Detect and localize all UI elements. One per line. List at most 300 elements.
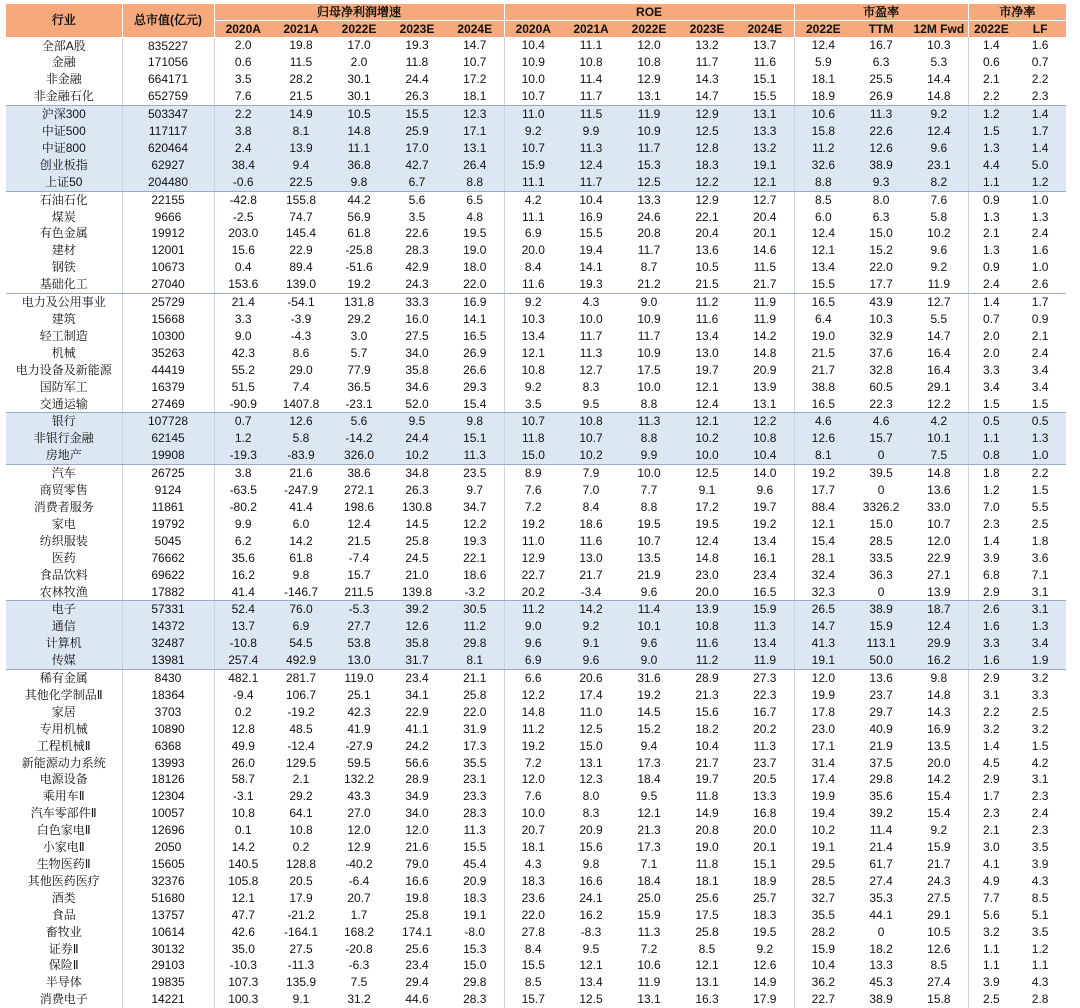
profit-2021a-cell: 11.5 <box>289 55 313 70</box>
profit-2024e-cell: 29.8 <box>446 635 504 652</box>
roe-2020a-cell: 18.1 <box>504 839 562 856</box>
pb-2022e-cell: 1.7 <box>968 788 1014 805</box>
roe-2020a-cell: 11.0 <box>504 533 562 550</box>
pb-lf-cell: 1.7 <box>1031 295 1049 310</box>
profit-2021a-cell: 8.6 <box>292 345 310 360</box>
pb-2022e-cell: 3.4 <box>968 379 1014 396</box>
profit-2021a-cell: 14.2 <box>289 533 313 548</box>
pb-2022e-cell: 2.5 <box>968 991 1014 1008</box>
market-cap-header: 总市值(亿元) <box>122 4 214 37</box>
table-row <box>6 430 1066 447</box>
profit-2022e-cell: 132.2 <box>343 772 375 787</box>
pe-2022e-cell: 32.6 <box>794 157 852 174</box>
roe-2021a-cell: 11.0 <box>579 704 603 719</box>
table-row <box>6 941 1066 958</box>
profit-2021a-cell: 29.2 <box>289 789 313 804</box>
profit-2024e-cell: 19.0 <box>463 243 487 258</box>
pe-ttm-cell: 60.5 <box>869 379 893 394</box>
table-row <box>6 721 1066 738</box>
profit-2020a-cell: -10.3 <box>214 957 272 974</box>
profit-2020a-cell: 2.2 <box>214 106 272 123</box>
roe-2021a-cell: 11.3 <box>562 140 620 157</box>
industry-name-cell: 电子 <box>6 601 122 618</box>
roe-2021a-cell: 19.3 <box>562 276 620 293</box>
profit-2022e-cell: -23.1 <box>330 396 388 413</box>
profit-2020a-cell: 9.0 <box>214 328 272 345</box>
industry-name-cell: 机械 <box>51 345 76 360</box>
pe-2022e-cell: 18.9 <box>794 88 852 105</box>
table-row <box>6 839 1066 856</box>
roe-2022e-cell: 10.9 <box>637 312 661 326</box>
profit-2020a-cell: 35.6 <box>214 550 272 567</box>
table-row <box>6 635 1066 652</box>
pe-ttm-cell: 15.7 <box>852 430 910 447</box>
industry-name-cell: 建筑 <box>51 312 76 326</box>
profit-2022e-cell: 43.3 <box>347 789 371 804</box>
profit-2021a-cell: 9.8 <box>292 567 310 582</box>
profit-2021a-cell: -11.3 <box>287 958 315 973</box>
profit-2023e-cell: 24.2 <box>405 738 429 753</box>
profit-2024e-cell: 28.3 <box>463 806 487 821</box>
pb-lf-cell: 5.5 <box>1031 499 1049 514</box>
roe-2021a-cell: 16.9 <box>579 209 603 224</box>
pe-ttm-cell: 25.5 <box>869 72 893 87</box>
roe-2023e-cell: 13.6 <box>695 243 719 258</box>
industry-name-cell: 全部A股 <box>41 38 86 53</box>
pe-ttm-cell: 61.7 <box>869 857 893 871</box>
market-cap-cell: 107728 <box>122 413 214 430</box>
roe-2022e-cell: 11.3 <box>620 413 678 430</box>
roe-2021a-cell: 13.4 <box>579 975 603 990</box>
roe-2021a-cell: 11.7 <box>562 174 620 191</box>
roe-2022e-cell: 8.8 <box>620 430 678 447</box>
pb-lf-cell: 4.2 <box>1031 755 1049 770</box>
industry-name-cell: 酒类 <box>51 890 76 905</box>
pe-2022e-cell: 29.5 <box>794 856 852 873</box>
pe-2022e-cell: 17.4 <box>794 771 852 788</box>
market-cap-cell: 19908 <box>122 447 214 464</box>
profit-2023e-cell: 34.6 <box>405 379 429 394</box>
pe-ttm-cell: 43.9 <box>869 295 893 310</box>
table-row <box>6 516 1066 533</box>
roe-2024e-cell: 13.9 <box>753 379 777 394</box>
roe-2022e-cell: 11.9 <box>637 975 661 990</box>
roe-2023e-cell: 13.9 <box>678 601 736 618</box>
market-cap-cell: 14221 <box>122 991 214 1008</box>
industry-name-cell: 电源设备 <box>39 772 88 787</box>
table-row <box>6 567 1066 584</box>
profit-2024e-cell: 17.1 <box>446 123 504 140</box>
roe-2023e-cell: 19.0 <box>695 840 719 855</box>
pb-lf-cell: 3.9 <box>1031 857 1049 871</box>
roe-2021a-cell: 9.8 <box>582 857 600 871</box>
roe-2024e-cell: 20.5 <box>753 772 777 787</box>
profit-2023e-cell: 31.7 <box>388 652 446 669</box>
roe-2023e-cell: 16.3 <box>695 992 719 1007</box>
market-cap-cell: 9124 <box>122 482 214 499</box>
roe-2023e-cell: 12.9 <box>695 192 719 207</box>
industry-name-cell: 有色金属 <box>39 226 88 241</box>
pe-ttm-cell: 12.6 <box>852 140 910 157</box>
roe-2021a-cell: 20.6 <box>579 671 603 686</box>
roe-2023e-cell: 19.7 <box>695 772 719 787</box>
profit-2021a-cell: 41.4 <box>289 499 313 514</box>
profit-2023e-cell: 12.6 <box>388 618 446 635</box>
profit-2020a-cell: 41.4 <box>214 584 272 601</box>
profit-2021a-cell: 145.4 <box>285 226 317 241</box>
roe-2021a-cell: 21.7 <box>579 567 603 582</box>
roe-2021a-cell: 10.2 <box>562 447 620 464</box>
roe-2024e-cell: 12.7 <box>753 192 777 207</box>
table-row <box>6 379 1066 396</box>
roe-2024e-cell: 14.6 <box>753 243 777 258</box>
profit-2020a-cell: 9.9 <box>214 516 272 533</box>
roe-2024e-cell: 11.3 <box>753 738 777 753</box>
roe-2021a-cell: 14.1 <box>579 260 603 275</box>
industry-header: 行业 <box>6 4 122 37</box>
table-row <box>6 788 1066 805</box>
roe-2020a-cell: 15.0 <box>504 447 562 464</box>
pe-2022e-cell: 19.1 <box>794 652 852 669</box>
table-row <box>6 191 1066 208</box>
pe-ttm-cell: 0 <box>852 447 910 464</box>
roe-2023e-cell: 14.3 <box>695 72 719 87</box>
roe-2022e-cell: 21.3 <box>637 823 661 838</box>
roe-2021a-cell: 8.3 <box>582 379 600 394</box>
pb-2022e-cell: 5.6 <box>968 907 1014 924</box>
profit-2021a-cell: 1407.8 <box>272 396 330 413</box>
pb-lf-cell: 3.1 <box>1031 772 1049 787</box>
pe-2022e-cell: 12.1 <box>794 516 852 533</box>
profit-2021a-cell: 74.7 <box>289 209 313 224</box>
roe-2022e-cell: 20.8 <box>637 226 661 241</box>
roe-2023e-cell: 21.3 <box>695 687 719 702</box>
table-row <box>6 771 1066 788</box>
profit-2020a-cell: -3.1 <box>214 788 272 805</box>
roe-2021a-cell: 16.2 <box>579 907 603 922</box>
table-row <box>6 140 1066 157</box>
pe-12m-fwd-cell: 21.7 <box>927 857 951 871</box>
pb-lf-cell: 3.4 <box>1031 379 1049 394</box>
pb-2022e-cell: 1.3 <box>968 209 1014 226</box>
profit-2021a-cell: 5.8 <box>272 430 330 447</box>
profit-2022e-cell: 13.0 <box>330 652 388 669</box>
roe-2020a-cell: 20.7 <box>504 822 562 839</box>
pe-2022e-cell: 12.4 <box>794 37 852 54</box>
pe-ttm-cell: 38.9 <box>852 157 910 174</box>
profit-2024e-cell: 21.1 <box>463 671 487 686</box>
pe-ttm-cell: 23.7 <box>869 687 893 702</box>
pe-12m-fwd-cell: 5.8 <box>930 209 948 224</box>
market-cap-cell: 652759 <box>122 88 214 105</box>
pb-2022e-cell: 7.0 <box>968 499 1014 516</box>
market-cap-cell: 10614 <box>122 924 214 941</box>
pe-12m-fwd-cell: 8.2 <box>910 174 968 191</box>
profit-2021a-cell: 29.0 <box>289 362 313 377</box>
profit-growth-header: 归母净利润增速 <box>214 4 504 21</box>
market-cap-cell: 19792 <box>122 516 214 533</box>
table-row <box>6 856 1066 873</box>
roe-2022e-cell: 12.9 <box>637 72 661 87</box>
pb-2022e-cell: 1.4 <box>968 738 1014 755</box>
pb-2022e-cell: 2.0 <box>968 345 1014 362</box>
pe-ttm-cell: 11.4 <box>869 823 893 838</box>
roe-2024e-cell: 13.3 <box>736 123 794 140</box>
profit-2021a-cell: 8.1 <box>272 123 330 140</box>
pb-2022e-cell: 0.6 <box>968 54 1014 71</box>
pe-ttm-cell: 10.3 <box>869 312 893 326</box>
profit-2021a-cell: 10.8 <box>289 823 313 838</box>
table-row <box>6 311 1066 328</box>
profit-2020a-cell: 107.3 <box>214 974 272 991</box>
profit-2023e-cell: 26.3 <box>405 483 429 498</box>
roe-2024e-cell: 16.8 <box>753 806 777 821</box>
pe-2022e-cell: 17.8 <box>794 704 852 721</box>
pe-ttm-cell: 8.0 <box>872 192 890 207</box>
pb-2022e-cell: 3.9 <box>968 974 1014 991</box>
pe-ttm-cell: 15.0 <box>869 516 893 531</box>
profit-2024e-cell: 12.2 <box>463 516 487 531</box>
roe-2022e-cell: 11.7 <box>620 140 678 157</box>
profit-2020a-cell: 21.4 <box>214 294 272 311</box>
profit-2020a-cell: 3.8 <box>214 123 272 140</box>
roe-2021a-cell: 11.5 <box>562 106 620 123</box>
roe-2023e-cell: 12.8 <box>678 140 736 157</box>
market-cap-cell: 10673 <box>122 259 214 276</box>
profit-2022e-cell: 198.6 <box>343 499 375 514</box>
pe-12m-fwd-cell: 9.8 <box>930 671 948 686</box>
table-row <box>6 37 1066 54</box>
pe-12m-fwd-cell: 14.4 <box>927 72 951 87</box>
profit-2024e-cell: 16.9 <box>463 295 487 310</box>
roe-2021a-cell: 15.5 <box>579 226 603 241</box>
pe-2022e-cell: 10.6 <box>794 106 852 123</box>
market-cap-cell: 15668 <box>122 311 214 328</box>
pe-12m-fwd-cell: 23.1 <box>910 157 968 174</box>
profit-2020a-cell: 100.3 <box>214 991 272 1008</box>
pe-12m-fwd-cell: 16.4 <box>927 362 951 377</box>
profit-2020a-cell: -19.3 <box>214 447 272 464</box>
pe-2022e-cell: 17.7 <box>794 482 852 499</box>
profit-2021a-cell: 22.9 <box>289 243 313 258</box>
pb-lf-cell: 2.3 <box>1014 88 1066 105</box>
roe-2020a-cell: 9.0 <box>504 618 562 635</box>
roe-col-header: 2021A <box>562 21 620 38</box>
profit-2020a-cell: -2.5 <box>214 209 272 226</box>
roe-2024e-cell: 16.5 <box>736 584 794 601</box>
industry-name-cell: 非银行金融 <box>6 430 122 447</box>
industry-name-cell: 汽车零部件Ⅱ <box>30 806 97 821</box>
market-cap-cell: 62145 <box>122 430 214 447</box>
pb-lf-cell: 2.3 <box>1031 823 1049 838</box>
pe-ttm-cell: 22.0 <box>869 260 893 275</box>
pe-2022e-cell: 22.7 <box>794 991 852 1008</box>
roe-2022e-cell: 9.4 <box>640 738 658 753</box>
pb-lf-cell: 3.1 <box>1014 601 1066 618</box>
profit-2023e-cell: 19.8 <box>405 890 429 905</box>
profit-2023e-cell: 25.8 <box>405 533 429 548</box>
roe-2024e-cell: 19.5 <box>753 924 777 939</box>
profit-2022e-cell: 17.0 <box>347 38 371 53</box>
roe-2022e-cell: 12.0 <box>637 38 661 53</box>
pb-2022e-cell: 3.0 <box>968 839 1014 856</box>
table-row <box>6 755 1066 772</box>
pb-lf-cell: 5.1 <box>1031 907 1049 922</box>
market-cap-cell: 51680 <box>122 890 214 907</box>
profit-2024e-cell: 19.3 <box>463 533 487 548</box>
roe-2024e-cell: 11.9 <box>753 312 777 326</box>
profit-2024e-cell: 12.3 <box>446 106 504 123</box>
pe-ttm-cell: 32.8 <box>869 362 893 377</box>
roe-2022e-cell: 10.0 <box>637 379 661 394</box>
pe-12m-fwd-cell: 12.7 <box>927 295 951 310</box>
roe-2022e-cell: 12.5 <box>620 174 678 191</box>
pe-2022e-cell: 14.7 <box>794 618 852 635</box>
profit-2020a-cell: 140.5 <box>214 856 272 873</box>
roe-2023e-cell: 20.8 <box>695 823 719 838</box>
pe-12m-fwd-cell: 10.1 <box>910 430 968 447</box>
profit-2022e-cell: 14.8 <box>330 123 388 140</box>
industry-name-cell: 其他化学制品Ⅱ <box>24 687 103 702</box>
roe-2021a-cell: 8.4 <box>582 499 600 514</box>
roe-2022e-cell: 14.5 <box>637 704 661 719</box>
roe-2024e-cell: 20.1 <box>753 226 777 241</box>
industry-name-cell: 基础化工 <box>6 276 122 293</box>
pb-lf-cell: 1.9 <box>1014 652 1066 669</box>
pe-12m-fwd-cell: 29.1 <box>927 379 951 394</box>
profit-2021a-cell: -164.1 <box>283 924 319 939</box>
profit-2024e-cell: 15.1 <box>446 430 504 447</box>
pe-ttm-cell: 32.9 <box>869 328 893 343</box>
profit-col-header: 2020A <box>214 21 272 38</box>
roe-2022e-cell: 9.0 <box>620 652 678 669</box>
table-row <box>6 362 1066 379</box>
roe-2024e-cell: 15.1 <box>753 857 777 871</box>
roe-2020a-cell: 8.5 <box>504 974 562 991</box>
industry-name-cell: 电力及公用事业 <box>21 295 106 310</box>
pb-lf-cell: 2.5 <box>1031 516 1049 531</box>
industry-name-cell: 证券Ⅱ <box>48 941 79 956</box>
profit-2021a-cell: 19.8 <box>289 38 313 53</box>
pe-ttm-cell: 28.5 <box>869 533 893 548</box>
profit-2024e-cell: 19.5 <box>463 226 487 241</box>
pe-ttm-cell: 36.3 <box>869 567 893 582</box>
pe-12m-fwd-cell: 15.4 <box>927 789 951 804</box>
pe-2022e-cell: 41.3 <box>794 635 852 652</box>
roe-2020a-cell: 7.2 <box>504 499 562 516</box>
profit-2024e-cell: 20.9 <box>463 873 487 888</box>
profit-2023e-cell: 23.4 <box>405 958 429 973</box>
pb-2022e-cell: 3.3 <box>968 635 1014 652</box>
roe-2024e-cell: 15.5 <box>736 88 794 105</box>
profit-2020a-cell: 3.3 <box>214 311 272 328</box>
profit-2023e-cell: 17.0 <box>388 140 446 157</box>
pe-2022e-cell: 19.9 <box>794 788 852 805</box>
industry-name-cell: 计算机 <box>6 635 122 652</box>
pb-2022e-cell: 0.5 <box>968 413 1014 430</box>
pb-lf-cell: 2.2 <box>1031 466 1049 481</box>
table-row <box>6 447 1066 464</box>
pe-12m-fwd-cell: 9.6 <box>910 140 968 157</box>
profit-2024e-cell: 26.6 <box>463 362 487 377</box>
profit-2023e-cell: 25.6 <box>405 941 429 956</box>
roe-2022e-cell: 8.8 <box>640 499 658 514</box>
roe-2024e-cell: 11.5 <box>753 260 777 275</box>
pe-ttm-cell: 27.4 <box>869 873 893 888</box>
industry-name-cell: 传媒 <box>6 652 122 669</box>
roe-2022e-cell: 8.8 <box>620 396 678 413</box>
roe-2020a-cell: 6.6 <box>504 670 562 687</box>
roe-2023e-cell: 21.5 <box>678 276 736 293</box>
pe-12m-fwd-cell: 16.4 <box>927 345 951 360</box>
profit-2022e-cell: 30.1 <box>330 88 388 105</box>
pb-2022e-cell: 1.5 <box>968 396 1014 413</box>
table-body <box>6 37 1066 1008</box>
roe-2023e-cell: 20.0 <box>678 584 736 601</box>
profit-2022e-cell: 119.0 <box>344 671 374 686</box>
profit-2023e-cell: 174.1 <box>401 924 433 939</box>
pe-12m-fwd-cell: 4.2 <box>910 413 968 430</box>
market-cap-cell: 171056 <box>122 54 214 71</box>
market-cap-cell: 117117 <box>122 123 214 140</box>
profit-2022e-cell: -5.3 <box>330 601 388 618</box>
profit-2023e-cell: 35.8 <box>405 362 429 377</box>
profit-2023e-cell: 34.1 <box>405 687 429 702</box>
profit-2022e-cell: 10.5 <box>330 106 388 123</box>
pe-2022e-cell: 4.6 <box>794 413 852 430</box>
profit-2020a-cell: 12.1 <box>214 890 272 907</box>
pb-lf-cell: 0.7 <box>1031 55 1049 70</box>
profit-2023e-cell: 139.8 <box>388 584 446 601</box>
pb-lf-cell: 1.5 <box>1014 396 1066 413</box>
pb-lf-cell: 3.2 <box>1031 671 1049 686</box>
roe-2021a-cell: 17.4 <box>579 687 603 702</box>
pe-2022e-cell: 11.2 <box>794 140 852 157</box>
roe-2023e-cell: 28.9 <box>695 671 719 686</box>
roe-2020a-cell: 20.0 <box>504 242 562 259</box>
profit-2022e-cell: 211.5 <box>330 584 388 601</box>
industry-name-cell: 专用机械 <box>39 721 88 736</box>
pb-2022e-cell: 2.3 <box>968 516 1014 533</box>
roe-2020a-cell: 4.3 <box>504 856 562 873</box>
pb-2022e-cell: 1.2 <box>968 482 1014 499</box>
pe-2022e-cell: 88.4 <box>794 499 852 516</box>
table-row <box>6 88 1066 105</box>
roe-2022e-cell: 9.6 <box>620 635 678 652</box>
roe-2023e-cell: 8.5 <box>698 941 716 956</box>
profit-2022e-cell: 30.1 <box>347 72 371 87</box>
roe-2023e-cell: 25.6 <box>695 890 719 905</box>
table-row <box>6 618 1066 635</box>
pb-lf-cell: 1.5 <box>1031 738 1049 753</box>
profit-2024e-cell: 23.5 <box>463 466 487 481</box>
profit-2022e-cell: 168.2 <box>343 924 375 939</box>
table-row <box>6 157 1066 174</box>
profit-2020a-cell: 153.6 <box>214 276 272 293</box>
pe-2022e-cell: 32.4 <box>794 567 852 584</box>
profit-2024e-cell: 18.1 <box>446 88 504 105</box>
table-row <box>6 123 1066 140</box>
table-row <box>6 413 1066 430</box>
profit-2020a-cell: 42.6 <box>214 924 272 941</box>
market-cap-cell: 29103 <box>122 957 214 974</box>
roe-2020a-cell: 10.7 <box>504 413 562 430</box>
market-cap-cell: 13993 <box>122 755 214 772</box>
profit-2024e-cell: 11.3 <box>463 823 486 838</box>
pe-12m-fwd-cell: 13.6 <box>927 483 951 498</box>
pb-lf-cell: 1.4 <box>1014 140 1066 157</box>
profit-2023e-cell: 29.4 <box>405 975 429 990</box>
